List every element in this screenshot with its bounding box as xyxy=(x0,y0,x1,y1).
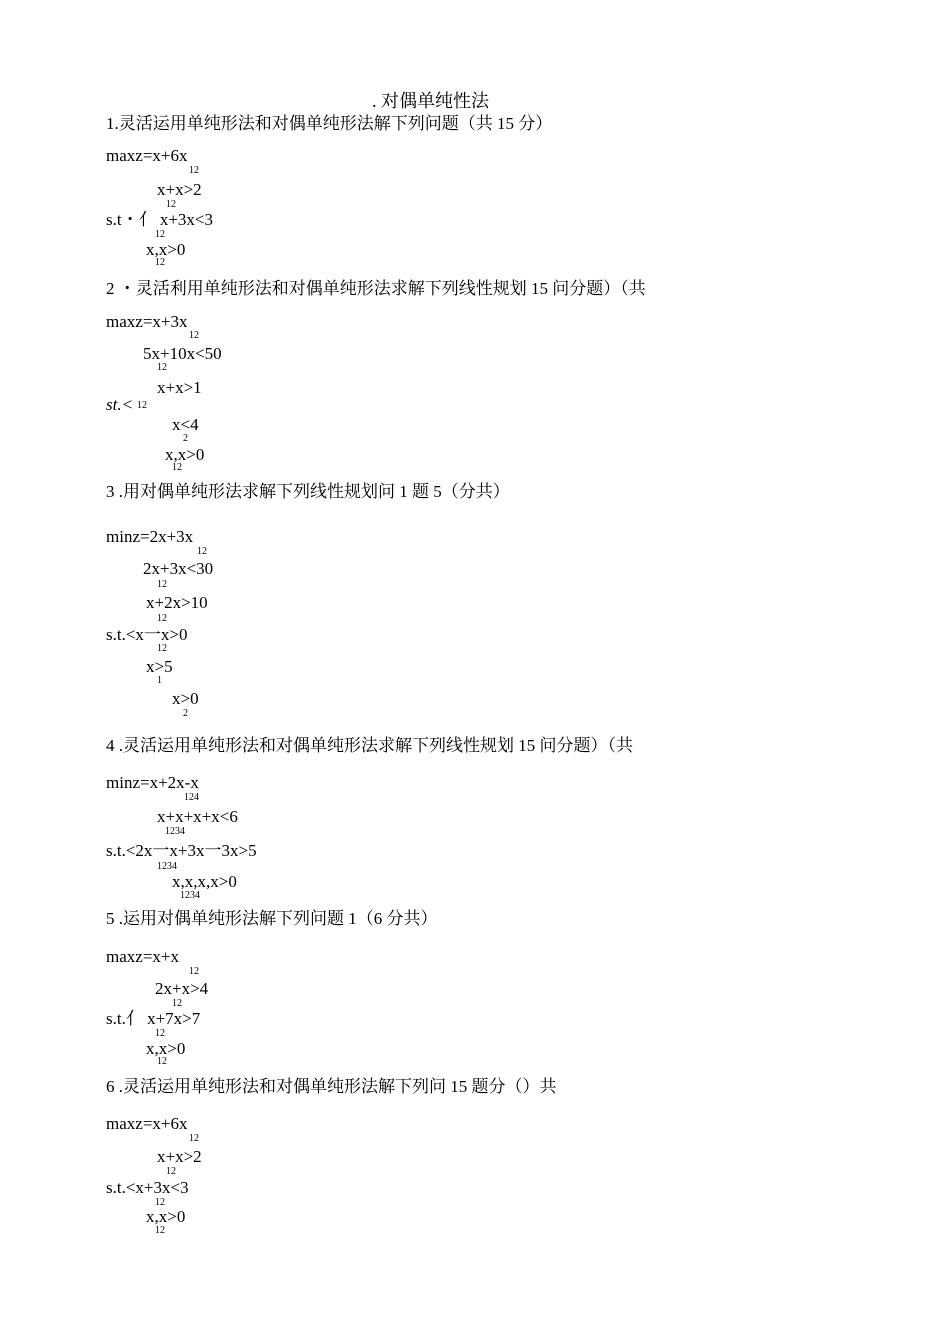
problem-2-constraint-1-subscripts: 12 xyxy=(157,362,167,373)
problem-2-objective: maxz=x+3x xyxy=(106,312,188,331)
problem-3-constraint-4-subscripts: 1 xyxy=(157,675,162,686)
problem-5-objective: maxz=x+x xyxy=(106,947,179,966)
problem-6-constraint-2: s.t.<x+3x<3 xyxy=(106,1178,189,1197)
problem-2-constraint-2: x+x>1 xyxy=(157,378,202,397)
problem-2-nonnegativity: x,x>0 xyxy=(165,445,205,464)
problem-3-objective-subscripts: 12 xyxy=(197,546,207,557)
problem-1-constraint-2: s.t・亻 x+3x<3 xyxy=(106,210,214,229)
problem-4-objective-subscripts: 124 xyxy=(184,792,199,803)
problem-3-constraint-4: x>5 xyxy=(146,657,173,676)
problem-4-nonnegativity: x,x,x,x>0 xyxy=(172,872,237,891)
problem-4-constraint-1: x+x+x+x<6 xyxy=(157,807,238,826)
problem-2-nonnegativity-subscripts: 12 xyxy=(172,462,182,473)
problem-1-heading: 1.灵活运用单纯形法和对偶单纯形法解下列问题（共 15 分） xyxy=(106,114,553,133)
problem-2-constraint-3: x<4 xyxy=(172,415,199,434)
problem-5-constraint-2: s.t.亻 x+7x>7 xyxy=(106,1009,201,1028)
problem-3-heading: 3 .用对偶单纯形法求解下列线性规划问 1 题 5（分共） xyxy=(106,482,510,501)
problem-2-heading: 2 ・灵活利用单纯形法和对偶单纯形法求解下列线性规划 15 问分题）（共 xyxy=(106,279,646,298)
problem-4-nonnegativity-subscripts: 1234 xyxy=(180,890,200,901)
problem-6-constraint-2-subscripts: 12 xyxy=(155,1197,165,1208)
problem-5-nonnegativity-subscripts: 12 xyxy=(157,1056,167,1067)
problem-6-nonnegativity: x,x>0 xyxy=(146,1207,186,1226)
problem-5-constraint-2-subscripts: 12 xyxy=(155,1028,165,1039)
problem-4-heading: 4 .灵活运用单纯形法和对偶单纯形法求解下列线性规划 15 问分题）（共 xyxy=(106,736,633,755)
problem-6-objective-subscripts: 12 xyxy=(189,1133,199,1144)
problem-5-heading: 5 .运用对偶单纯形法解下列问题 1（6 分共） xyxy=(106,909,438,928)
problem-3-constraint-5: x>0 xyxy=(172,689,199,708)
problem-3-constraint-1: 2x+3x<30 xyxy=(143,559,214,578)
problem-6-constraint-1: x+x>2 xyxy=(157,1147,202,1166)
problem-1-constraint-2-subscripts: 12 xyxy=(155,229,165,240)
problem-1-objective-subscripts: 12 xyxy=(189,165,199,176)
problem-3-constraint-1-subscripts: 12 xyxy=(157,579,167,590)
problem-2-st-label: st.< xyxy=(106,395,134,414)
problem-3-constraint-2-subscripts: 12 xyxy=(157,613,167,624)
problem-1-objective: maxz=x+6x xyxy=(106,146,188,165)
problem-3-constraint-5-subscripts: 2 xyxy=(183,708,188,719)
problem-6-objective: maxz=x+6x xyxy=(106,1114,188,1133)
problem-4-constraint-2: s.t.<2x一x+3x一3x>5 xyxy=(106,841,257,860)
problem-2-constraint-1: 5x+10x<50 xyxy=(143,344,222,363)
problem-4-objective: minz=x+2x-x xyxy=(106,773,199,792)
problem-1-constraint-1: x+x>2 xyxy=(157,180,202,199)
problem-2-objective-subscripts: 12 xyxy=(189,330,199,341)
problem-6-nonnegativity-subscripts: 12 xyxy=(155,1225,165,1236)
problem-2-constraint-3-subscripts: 2 xyxy=(183,433,188,444)
problem-5-constraint-1: 2x+x>4 xyxy=(155,979,209,998)
problem-1-constraint-1-subscripts: 12 xyxy=(166,199,176,210)
problem-1-nonnegativity: x,x>0 xyxy=(146,240,186,259)
problem-3-constraint-3: s.t.<x一x>0 xyxy=(106,625,188,644)
problem-6-constraint-1-subscripts: 12 xyxy=(166,1166,176,1177)
problem-5-nonnegativity: x,x>0 xyxy=(146,1039,186,1058)
problem-3-constraint-3-subscripts: 12 xyxy=(157,643,167,654)
problem-5-objective-subscripts: 12 xyxy=(189,966,199,977)
page-title: . 对偶单纯性法 xyxy=(372,91,489,111)
problem-6-heading: 6 .灵活运用单纯形法和对偶单纯形法解下列问 15 题分（）共 xyxy=(106,1077,557,1096)
problem-5-constraint-1-subscripts: 12 xyxy=(172,998,182,1009)
problem-1-nonnegativity-subscripts: 12 xyxy=(155,257,165,268)
problem-3-objective: minz=2x+3x xyxy=(106,527,194,546)
problem-4-constraint-1-subscripts: 1234 xyxy=(165,826,185,837)
problem-3-constraint-2: x+2x>10 xyxy=(146,593,208,612)
problem-4-constraint-2-subscripts: 1234 xyxy=(157,861,177,872)
problem-2-st-subscripts: 12 xyxy=(137,400,147,411)
